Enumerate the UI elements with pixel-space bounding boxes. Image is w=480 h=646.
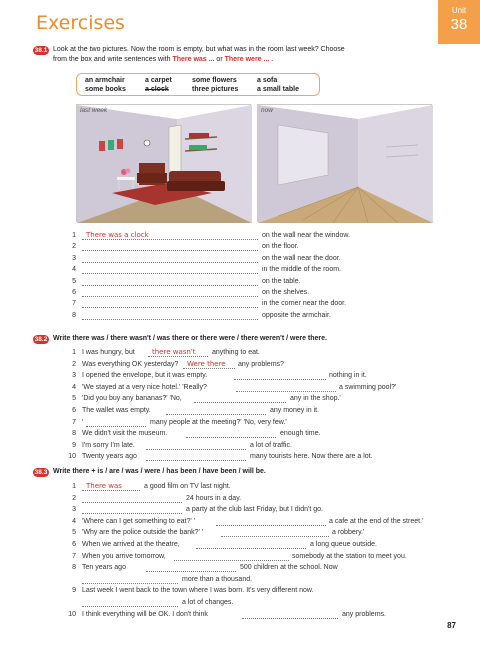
empty-room-illustration bbox=[258, 105, 433, 223]
exercise-2-instruction: Write there was / there wasn't / was there or there were / there weren't / were there. bbox=[53, 335, 327, 342]
sentence-end: more than a thousand. bbox=[182, 575, 253, 583]
sentence-start: I was hungry, but bbox=[82, 349, 135, 356]
answer-row bbox=[66, 266, 436, 276]
sentence-start: We didn't visit the museum. bbox=[82, 430, 168, 438]
sentence-row bbox=[66, 483, 446, 493]
sentence-end: nothing in it. bbox=[329, 372, 367, 380]
instruction-line-2: from the box and write sentences with bbox=[53, 55, 173, 63]
sentence-row bbox=[66, 587, 446, 597]
sentence-end: anything to eat. bbox=[212, 349, 260, 356]
answer-blank bbox=[82, 255, 258, 263]
sentence-end: enough time. bbox=[280, 430, 321, 438]
sentence-end: on the table. bbox=[262, 277, 301, 285]
picture-label-last-week: last week bbox=[80, 107, 108, 114]
row-number: 3 bbox=[72, 372, 76, 380]
example-answer: there wasn't bbox=[152, 348, 196, 356]
row-number: 9 bbox=[72, 441, 76, 449]
instruction-end: . bbox=[269, 55, 274, 63]
sentence-row bbox=[66, 506, 446, 516]
sentence-end: in the corner near the door. bbox=[262, 300, 347, 308]
sentence-row bbox=[66, 541, 446, 551]
page-title: Exercises bbox=[36, 12, 125, 34]
row-number: 10 bbox=[68, 453, 76, 461]
sentence-row bbox=[66, 518, 446, 528]
sentence-end: on the wall near the window. bbox=[262, 232, 350, 239]
row-number: 3 bbox=[72, 254, 76, 262]
sentence-end: a long queue outside. bbox=[310, 541, 377, 548]
sentence-end: many people at the meeting?' 'No, very few.' bbox=[150, 418, 287, 426]
sentence-end: opposite the armchair. bbox=[262, 311, 331, 319]
row-number: 8 bbox=[72, 311, 76, 319]
sentence-end: 500 children at the school. Now bbox=[240, 564, 338, 572]
sentence-end: any money in it. bbox=[270, 407, 320, 414]
sentence-start: When you arrive tomorrow, bbox=[82, 552, 166, 560]
picture-last-week bbox=[76, 104, 251, 222]
answer-blank bbox=[82, 278, 258, 286]
sentence-end: any problems. bbox=[342, 610, 386, 618]
answer-blank bbox=[82, 266, 258, 274]
row-number: 1 bbox=[72, 483, 76, 490]
answer-blank bbox=[82, 506, 182, 514]
instruction-or: or bbox=[214, 55, 225, 63]
answer-blank bbox=[82, 576, 178, 584]
sentence-row bbox=[66, 430, 446, 440]
sentence-row bbox=[66, 384, 446, 394]
answer-blank bbox=[174, 553, 289, 561]
sentence-end: any problems? bbox=[238, 360, 284, 368]
row-number: 6 bbox=[72, 407, 76, 414]
row-number: 4 bbox=[72, 266, 76, 274]
sentence-start: 'Where can I get something to eat?' ' bbox=[82, 517, 195, 525]
sentence-end: a robbery.' bbox=[332, 529, 365, 537]
answer-blank bbox=[82, 300, 258, 308]
sentence-end: on the shelves. bbox=[262, 289, 310, 296]
sentence-row bbox=[66, 529, 446, 539]
example-answer: There was a clock bbox=[86, 231, 149, 239]
answer-blank bbox=[186, 430, 276, 438]
sentence-end: on the floor. bbox=[262, 243, 299, 251]
example-answer: Were there bbox=[187, 359, 226, 368]
instruction-highlight-there-were: There were ... bbox=[224, 55, 270, 63]
sentence-end: a lot of traffic. bbox=[250, 441, 292, 449]
row-number: 4 bbox=[72, 517, 76, 525]
sentence-end: on the wall near the door. bbox=[262, 254, 341, 262]
sentence-end: a swimming pool?' bbox=[339, 383, 397, 391]
answer-row bbox=[66, 243, 436, 253]
instruction-highlight-there-was: There was ... bbox=[172, 55, 215, 63]
sentence-end: somebody at the station to meet you. bbox=[292, 552, 407, 560]
row-number: 2 bbox=[72, 360, 76, 368]
row-number: 8 bbox=[72, 430, 76, 438]
exercise-1-instruction bbox=[53, 45, 345, 64]
sentence-start: Last week I went back to the town where I was born. It's very different now. bbox=[82, 587, 314, 595]
sentence-start: ' bbox=[82, 418, 84, 426]
row-number: 8 bbox=[72, 564, 76, 572]
exercise-number-38-2: 38.2 bbox=[34, 336, 48, 343]
example-answer: There was bbox=[86, 482, 122, 490]
unit-number: 38 bbox=[450, 16, 468, 33]
sentence-row bbox=[66, 395, 446, 405]
answer-row bbox=[66, 232, 436, 242]
answer-row bbox=[66, 278, 436, 288]
answer-blank bbox=[82, 599, 178, 607]
instruction-line-1: Look at the two pictures. Now the room is empty, but what was in the room last week? Choose bbox=[53, 46, 345, 53]
word-box-item: a carpet bbox=[145, 77, 172, 84]
word-box-item: some flowers bbox=[192, 77, 237, 84]
row-number: 2 bbox=[72, 494, 76, 502]
answer-row bbox=[66, 289, 436, 299]
sentence-row bbox=[66, 361, 446, 371]
row-number: 5 bbox=[72, 277, 76, 285]
row-number: 4 bbox=[72, 383, 76, 391]
row-number: 3 bbox=[72, 506, 76, 514]
answer-blank bbox=[196, 541, 306, 549]
word-box-item: a sofa bbox=[257, 77, 278, 84]
row-number: 5 bbox=[72, 529, 76, 537]
answer-blank bbox=[166, 407, 266, 415]
sentence-start: I'm sorry I'm late. bbox=[82, 441, 135, 449]
furnished-room-illustration bbox=[77, 105, 252, 223]
sentence-row bbox=[66, 599, 446, 609]
sentence-row bbox=[66, 611, 446, 621]
exercise-3-instruction: Write there + is / are / was / were / has been / have been / will be. bbox=[53, 468, 266, 475]
sentence-row bbox=[66, 442, 446, 452]
picture-label-now: now bbox=[261, 107, 273, 114]
answer-blank bbox=[82, 495, 182, 503]
row-number: 7 bbox=[72, 418, 76, 426]
page-number: 87 bbox=[447, 621, 456, 630]
sentence-end: any in the shop.' bbox=[290, 395, 341, 403]
sentence-start: I opened the envelope, but it was empty. bbox=[82, 372, 208, 380]
sentence-row bbox=[66, 453, 446, 463]
sentence-start: 'We stayed at a very nice hotel.' 'Really? bbox=[82, 383, 207, 391]
answer-blank bbox=[146, 453, 246, 461]
sentence-row bbox=[66, 553, 446, 563]
row-number: 7 bbox=[72, 552, 76, 560]
answer-blank bbox=[216, 518, 326, 526]
answer-blank bbox=[146, 442, 246, 450]
answer-blank bbox=[86, 419, 146, 427]
sentence-start: 'Did you buy any bananas?' 'No, bbox=[82, 395, 182, 403]
sentence-end: 24 hours in a day. bbox=[186, 494, 242, 502]
sentence-end: a lot of changes. bbox=[182, 599, 234, 606]
sentence-start: I think everything will be OK. I don't think bbox=[82, 610, 208, 618]
picture-now bbox=[257, 104, 432, 222]
sentence-start: Twenty years ago bbox=[82, 453, 137, 461]
answer-blank bbox=[82, 312, 258, 320]
sentence-row bbox=[66, 576, 446, 586]
answer-blank bbox=[236, 384, 336, 392]
unit-tab bbox=[438, 0, 480, 44]
word-box-item: some books bbox=[85, 86, 126, 93]
exercise-number-38-1: 38.1 bbox=[34, 47, 48, 54]
row-number: 6 bbox=[72, 289, 76, 296]
row-number: 1 bbox=[72, 232, 76, 239]
exercise-number-38-3: 38.3 bbox=[34, 469, 48, 476]
sentence-row bbox=[66, 419, 446, 429]
row-number: 1 bbox=[72, 349, 76, 356]
sentence-start: Ten years ago bbox=[82, 564, 126, 572]
sentence-row bbox=[66, 407, 446, 417]
answer-blank bbox=[82, 243, 258, 251]
answer-row bbox=[66, 312, 436, 322]
sentence-row bbox=[66, 372, 446, 382]
word-box bbox=[76, 73, 320, 96]
answer-row bbox=[66, 255, 436, 265]
word-box-item: a small table bbox=[257, 86, 300, 93]
row-number: 10 bbox=[68, 610, 76, 618]
answer-blank bbox=[146, 564, 236, 572]
answer-row bbox=[66, 300, 436, 310]
word-box-item: three pictures bbox=[192, 86, 239, 93]
answer-blank bbox=[221, 529, 329, 537]
row-number: 2 bbox=[72, 243, 76, 251]
sentence-start: The wallet was empty. bbox=[82, 407, 151, 414]
sentence-start: When we arrived at the theatre, bbox=[82, 541, 180, 548]
answer-blank bbox=[82, 289, 258, 297]
sentence-start: 'Why are the police outside the bank?' ' bbox=[82, 529, 204, 537]
row-number: 5 bbox=[72, 395, 76, 403]
sentence-row bbox=[66, 564, 446, 574]
word-box-item-used: a clock bbox=[145, 86, 169, 93]
answer-blank bbox=[234, 372, 326, 380]
row-number: 9 bbox=[72, 587, 76, 595]
row-number: 6 bbox=[72, 541, 76, 548]
answer-blank bbox=[242, 611, 338, 619]
word-box-item: an armchair bbox=[85, 77, 125, 84]
sentence-end: many tourists here. Now there are a lot. bbox=[250, 453, 373, 461]
sentence-row bbox=[66, 349, 446, 359]
sentence-start: Was everything OK yesterday? bbox=[82, 360, 179, 368]
row-number: 7 bbox=[72, 300, 76, 308]
sentence-end: in the middle of the room. bbox=[262, 266, 341, 274]
answer-blank bbox=[194, 395, 286, 403]
sentence-end: a party at the club last Friday, but I didn't go. bbox=[186, 506, 324, 514]
unit-label: Unit bbox=[451, 6, 467, 15]
sentence-end: a cafe at the end of the street.' bbox=[329, 517, 424, 525]
sentence-row bbox=[66, 495, 446, 505]
sentence-end: a good film on TV last night. bbox=[144, 483, 231, 490]
